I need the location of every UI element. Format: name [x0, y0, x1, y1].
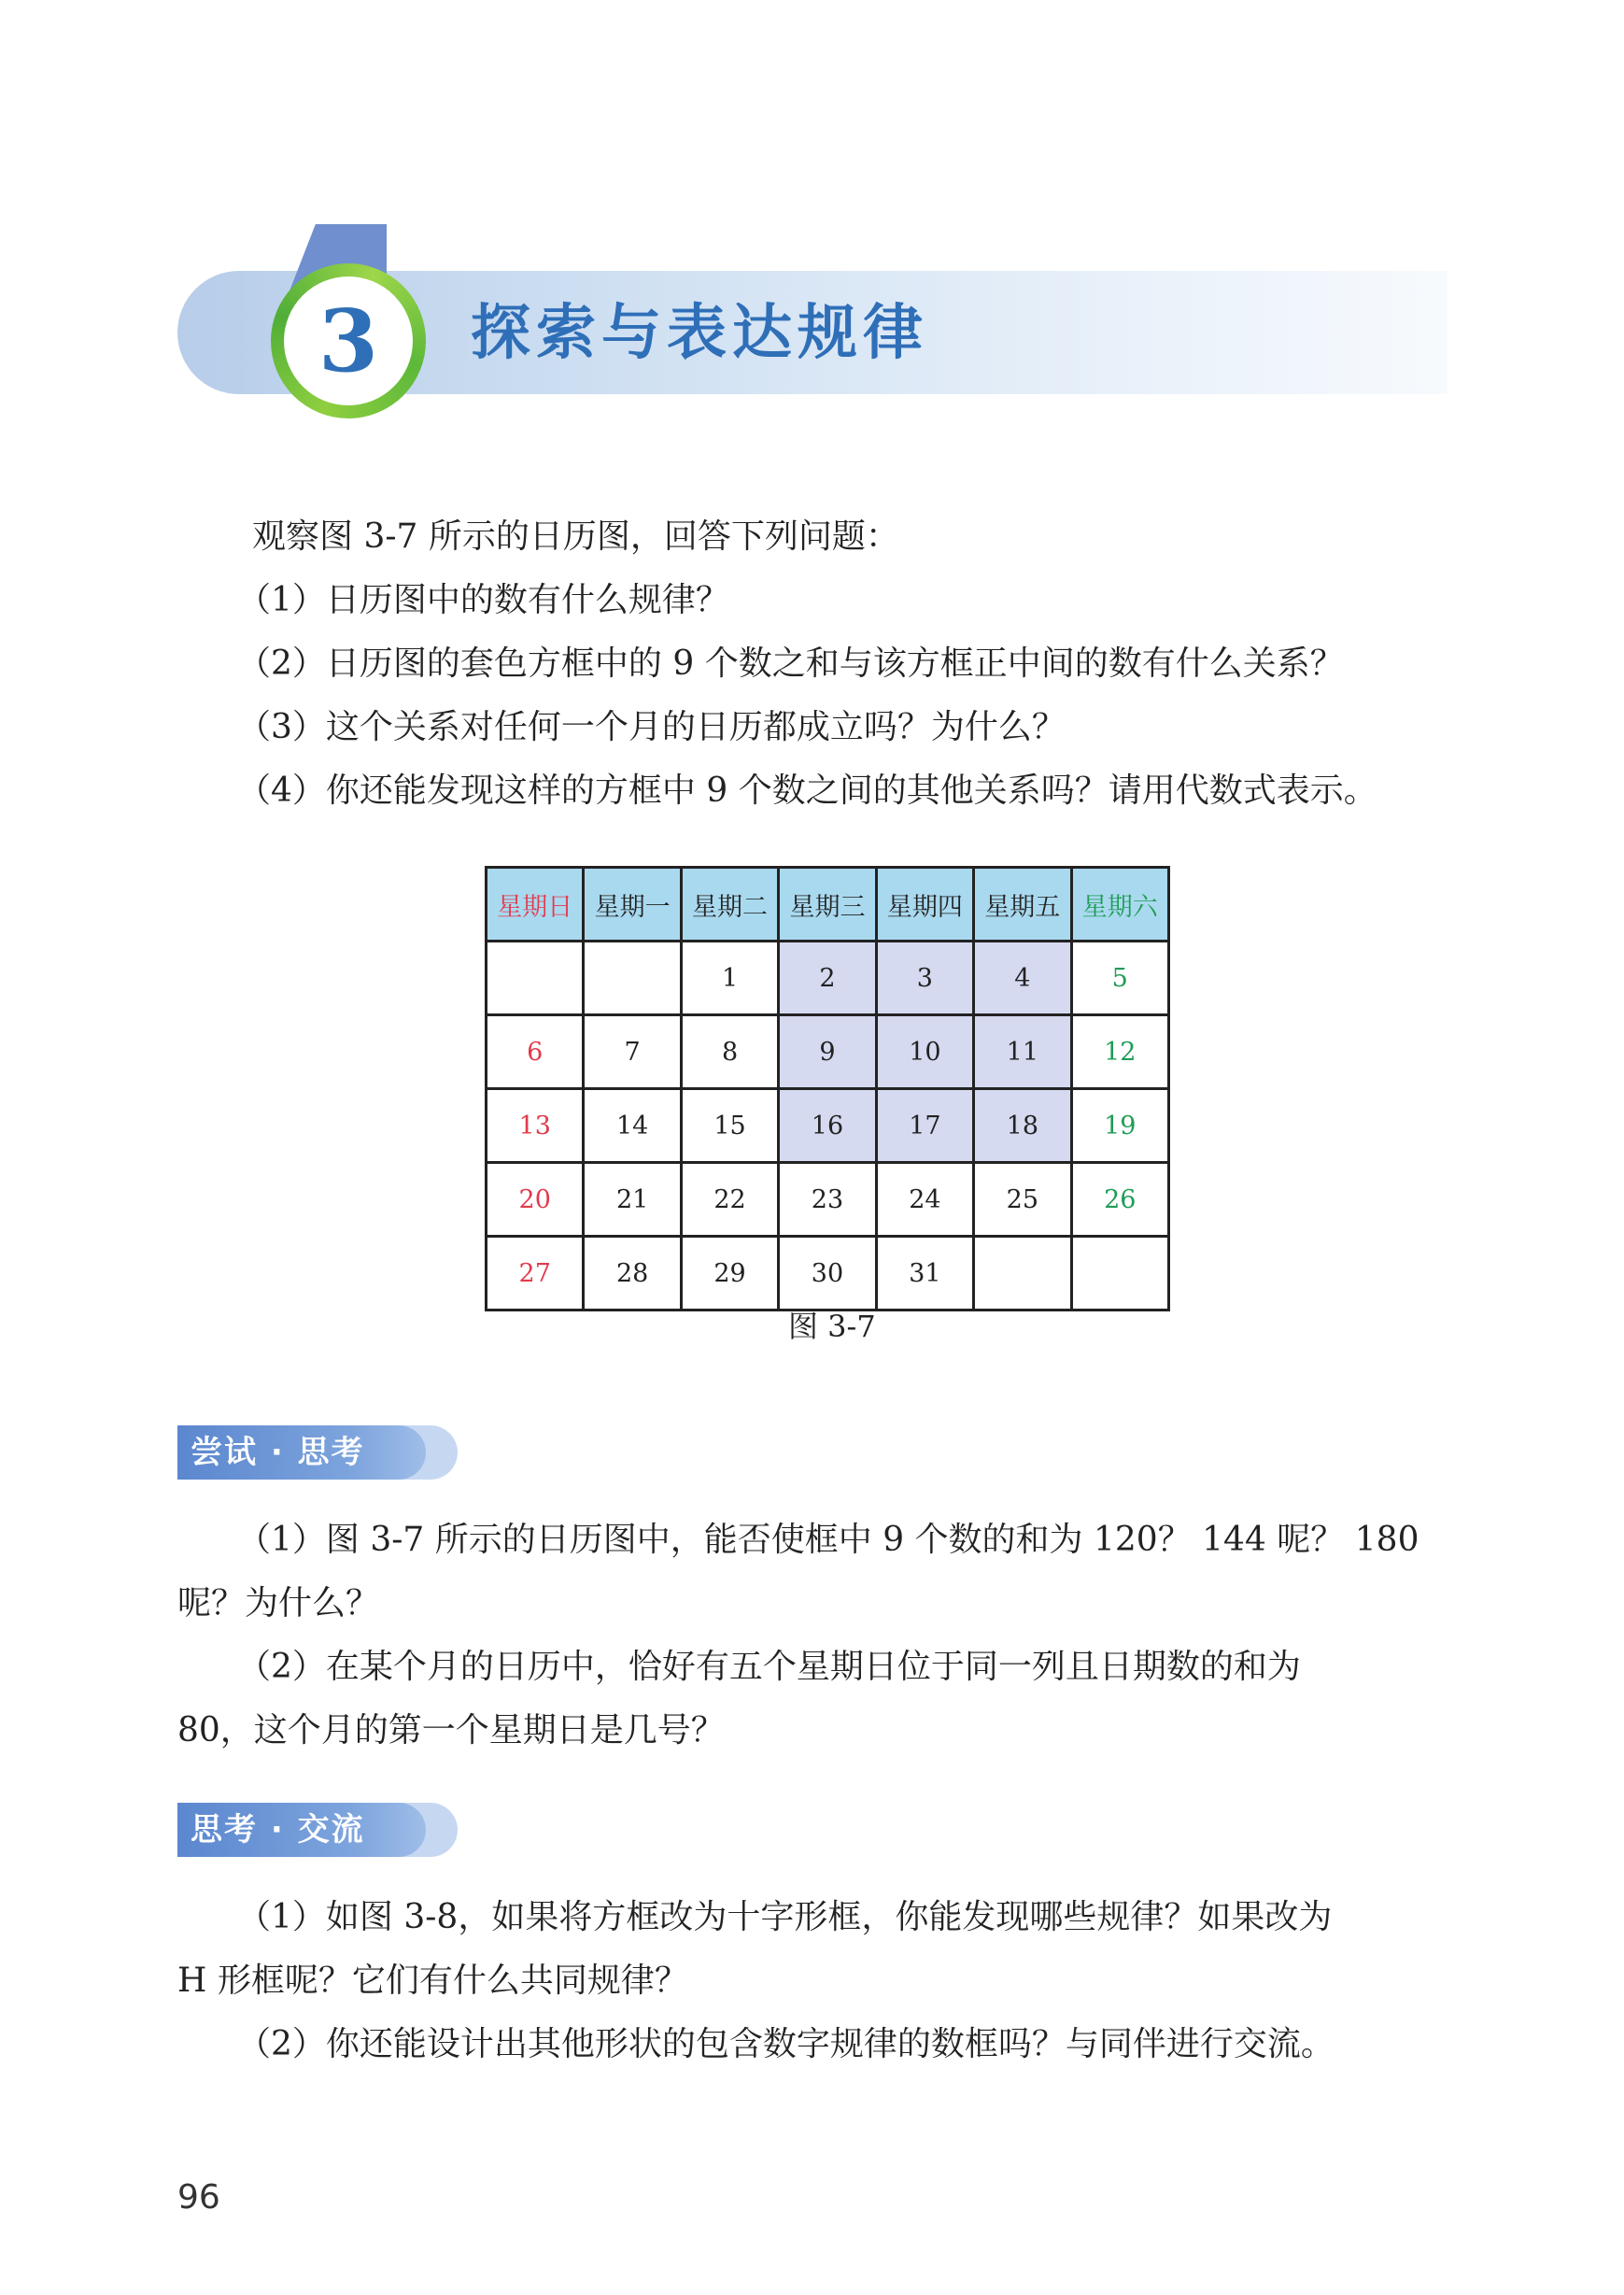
try-think-p1-line2: 呢？为什么？ [177, 1584, 380, 1622]
tag-try-think [177, 1425, 365, 1480]
calendar-day-cell: 29 [681, 1237, 778, 1310]
calendar-day-cell-highlighted: 10 [876, 1015, 973, 1089]
intro-question-1: （1）日历图中的数有什么规律？ [237, 581, 729, 619]
calendar-day-cell: 1 [681, 942, 778, 1015]
calendar-day-cell: 15 [681, 1089, 778, 1163]
weekday-header: 星期三 [779, 868, 876, 942]
think-share-p2: （2）你还能设计出其他形状的包含数字规律的数框吗？与同伴进行交流。 [237, 2025, 1335, 2063]
calendar-day-cell-highlighted: 9 [779, 1015, 876, 1089]
calendar-day-cell-highlighted: 17 [876, 1089, 973, 1163]
calendar-day-cell: 14 [584, 1089, 681, 1163]
calendar-day-cell: 22 [681, 1163, 778, 1237]
calendar-week-row [487, 1089, 1169, 1163]
try-think-p2-line2: 80，这个月的第一个星期日是几号？ [177, 1711, 725, 1750]
calendar-week-row [487, 1015, 1169, 1089]
calendar-table [485, 866, 1170, 1311]
intro-lead: 观察图 3-7 所示的日历图，回答下列问题： [252, 517, 899, 556]
page-number: 96 [177, 2178, 220, 2217]
calendar-day-cell-highlighted: 4 [974, 942, 1071, 1015]
try-think-p1-line1: （1）图 3-7 所示的日历图中，能否使框中 9 个数的和为 120？ 144 呢？ 180 [237, 1521, 1419, 1559]
section-number-badge [284, 276, 413, 405]
intro-question-4: （4）你还能发现这样的方框中 9 个数之间的其他关系吗？请用代数式表示。 [237, 772, 1377, 810]
calendar-day-cell-highlighted: 2 [779, 942, 876, 1015]
calendar-day-cell: 21 [584, 1163, 681, 1237]
calendar-day-cell-highlighted: 3 [876, 942, 973, 1015]
weekday-header: 星期五 [974, 868, 1071, 942]
section-title: 探索与表达规律 [471, 299, 928, 368]
calendar-day-cell [1071, 1237, 1168, 1310]
calendar-day-cell: 24 [876, 1163, 973, 1237]
calendar-day-cell: 23 [779, 1163, 876, 1237]
calendar-day-cell: 8 [681, 1015, 778, 1089]
calendar-day-cell: 13 [487, 1089, 584, 1163]
calendar-week-row [487, 1237, 1169, 1310]
try-think-p2-line1: （2）在某个月的日历中，恰好有五个星期日位于同一列且日期数的和为 [237, 1648, 1301, 1686]
calendar-day-cell-highlighted: 16 [779, 1089, 876, 1163]
calendar-day-cell: 12 [1071, 1015, 1168, 1089]
tag-label: 尝试 · 思考 [191, 1434, 365, 1471]
calendar-day-cell: 20 [487, 1163, 584, 1237]
calendar-day-cell: 30 [779, 1237, 876, 1310]
weekday-header: 星期六 [1071, 868, 1168, 942]
weekday-header: 星期二 [681, 868, 778, 942]
tag-label: 思考 · 交流 [191, 1811, 365, 1849]
think-share-p1-line2: H 形框呢？它们有什么共同规律？ [177, 1962, 688, 2000]
calendar-day-cell: 19 [1071, 1089, 1168, 1163]
calendar-day-cell [974, 1237, 1071, 1310]
intro-question-3: （3）这个关系对任何一个月的日历都成立吗？为什么？ [237, 708, 1066, 746]
section-number: 3 [318, 290, 378, 391]
calendar-day-cell: 6 [487, 1015, 584, 1089]
calendar-day-cell [584, 942, 681, 1015]
calendar-day-cell-highlighted: 18 [974, 1089, 1071, 1163]
calendar-day-cell: 7 [584, 1015, 681, 1089]
calendar-day-cell: 27 [487, 1237, 584, 1310]
calendar-day-cell: 5 [1071, 942, 1168, 1015]
calendar-day-cell: 26 [1071, 1163, 1168, 1237]
think-share-p1-line1: （1）如图 3-8，如果将方框改为十字形框，你能发现哪些规律？如果改为 [237, 1898, 1333, 1936]
calendar-day-cell: 28 [584, 1237, 681, 1310]
weekday-header: 星期四 [876, 868, 973, 942]
calendar-week-row [487, 942, 1169, 1015]
calendar-day-cell: 25 [974, 1163, 1071, 1237]
figure-caption: 图 3-7 [788, 1309, 876, 1344]
tag-think-share [177, 1803, 365, 1857]
weekday-header: 星期日 [487, 868, 584, 942]
calendar-header-row [487, 868, 1169, 942]
calendar-day-cell-highlighted: 11 [974, 1015, 1071, 1089]
calendar-day-cell: 31 [876, 1237, 973, 1310]
weekday-header: 星期一 [584, 868, 681, 942]
intro-question-2: （2）日历图的套色方框中的 9 个数之和与该方框正中间的数有什么关系？ [237, 645, 1344, 683]
calendar-week-row [487, 1163, 1169, 1237]
calendar-day-cell [487, 942, 584, 1015]
